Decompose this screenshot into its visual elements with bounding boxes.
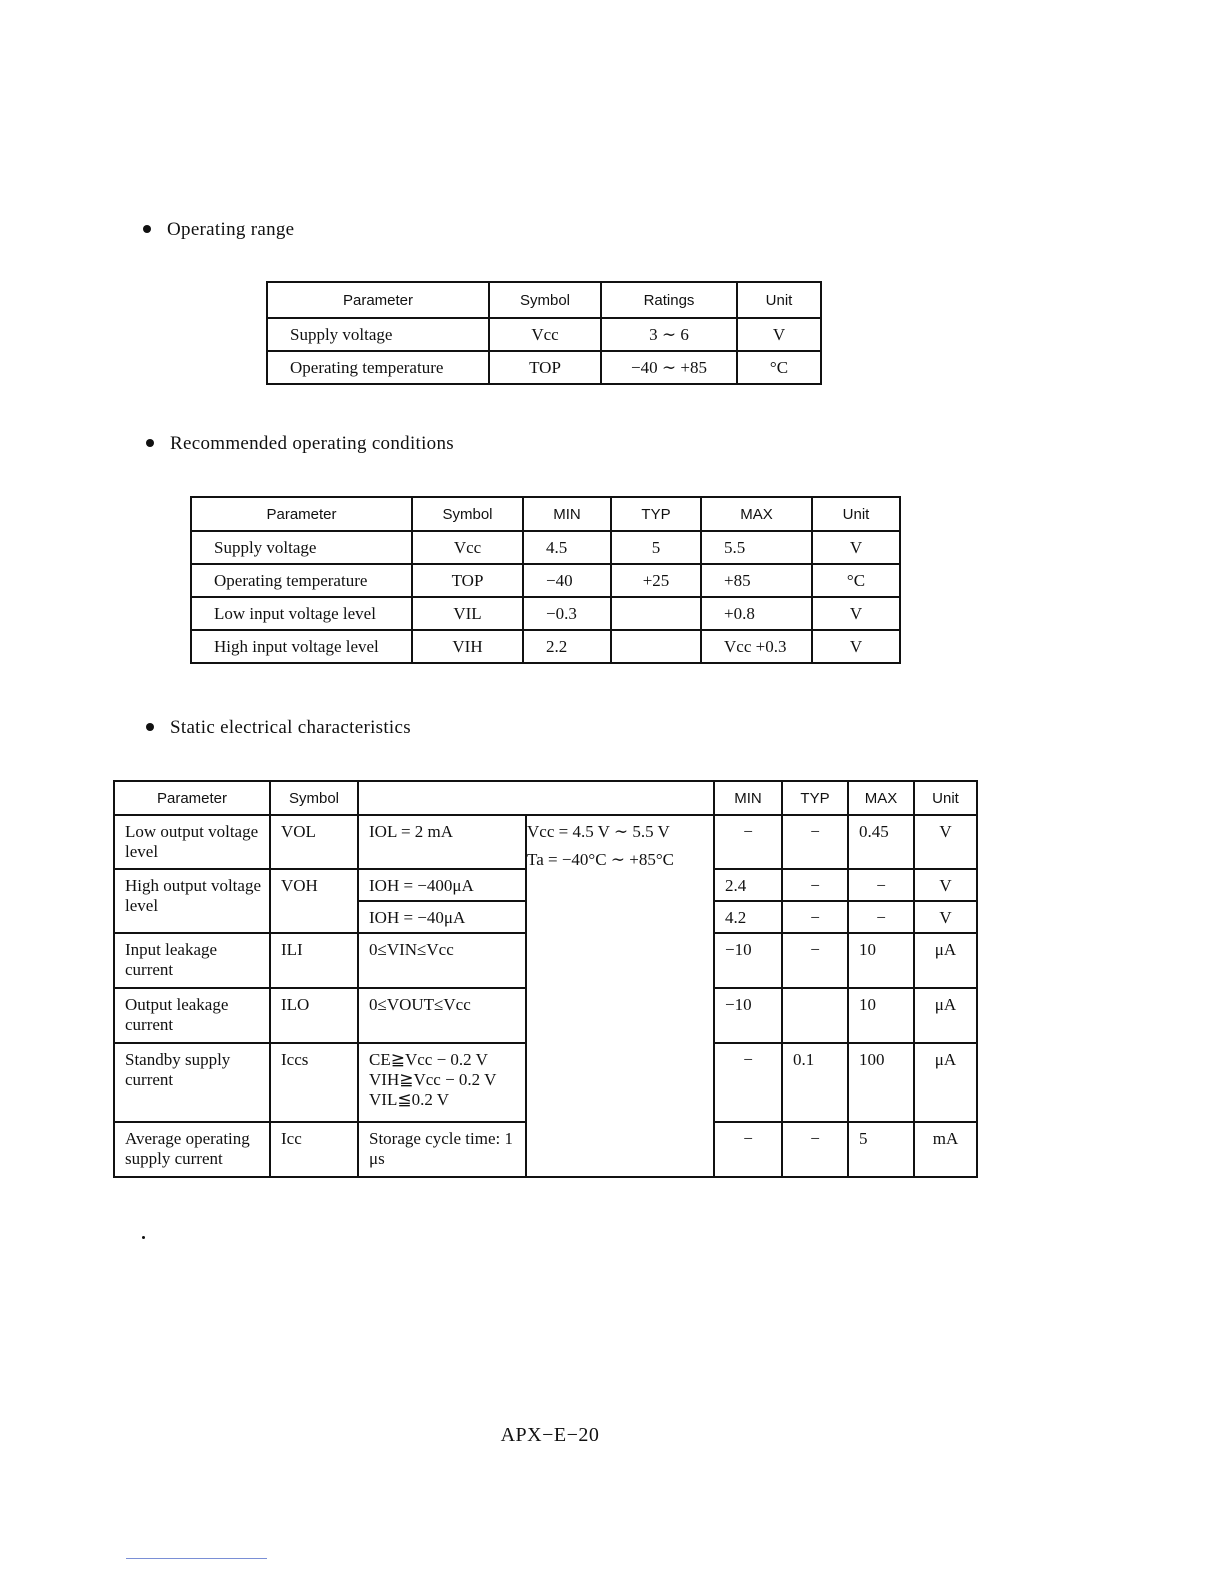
table-cell: Low output voltage level — [114, 815, 270, 869]
table-cell: 10 — [848, 988, 914, 1043]
table-cell: − — [782, 869, 848, 901]
table-cell: VOL — [270, 815, 358, 869]
condition-line: VIL≦0.2 V — [369, 1090, 450, 1109]
table-cell: 0≤VIN≤Vcc — [358, 933, 526, 988]
section-heading-recommended — [146, 433, 454, 455]
header-cell: Parameter — [267, 282, 489, 318]
table-cell: − — [714, 1043, 782, 1122]
table-cell: Storage cycle time: 1 μs — [358, 1122, 526, 1177]
table-cell: °C — [737, 351, 821, 384]
table-cell: − — [782, 815, 848, 869]
table-cell: V — [737, 318, 821, 351]
static-characteristics-table — [113, 780, 978, 1178]
table-cell: − — [714, 1122, 782, 1177]
header-cell: Unit — [812, 497, 900, 531]
table-cell: TOP — [412, 564, 523, 597]
table-cell: − — [782, 901, 848, 933]
header-cell: Ratings — [601, 282, 737, 318]
condition-line: VIH≧Vcc − 0.2 V — [369, 1070, 497, 1089]
table-cell: Supply voltage — [267, 318, 489, 351]
table-cell: μA — [914, 1043, 977, 1122]
table-row — [267, 318, 821, 351]
table-cell: ILI — [270, 933, 358, 988]
section-heading-static — [146, 717, 411, 739]
condition-line: CE≧Vcc − 0.2 V — [369, 1050, 488, 1069]
table-cell: 2.4 — [714, 869, 782, 901]
header-cell: TYP — [782, 781, 848, 815]
table-cell: IOH = −400μA — [358, 869, 526, 901]
table-cell: High output voltage level — [114, 869, 270, 933]
table-cell: 4.2 — [714, 901, 782, 933]
table-cell: μA — [914, 933, 977, 988]
table-cell: − — [782, 933, 848, 988]
table-cell: 0.45 — [848, 815, 914, 869]
table-cell — [782, 988, 848, 1043]
bullet-icon — [143, 225, 151, 233]
table-cell: Standby supply current — [114, 1043, 270, 1122]
table-cell: −40 ∼ +85 — [601, 351, 737, 384]
table-cell: μA — [914, 988, 977, 1043]
table-cell: 0.1 — [782, 1043, 848, 1122]
table-cell: − — [714, 815, 782, 869]
header-cell: Symbol — [489, 282, 601, 318]
table-row — [114, 815, 977, 869]
table-cell: Operating temperature — [191, 564, 412, 597]
table-cell: °C — [812, 564, 900, 597]
table-cell: V — [812, 597, 900, 630]
table-cell: 10 — [848, 933, 914, 988]
header-cell: Parameter — [114, 781, 270, 815]
table-cell: +25 — [611, 564, 701, 597]
table-row — [267, 351, 821, 384]
table-cell: IOL = 2 mA — [358, 815, 526, 869]
header-cell: Parameter — [191, 497, 412, 531]
table-cell: VIL — [412, 597, 523, 630]
table-cell: V — [812, 630, 900, 663]
section-label: Operating range — [167, 219, 295, 240]
header-cell: MIN — [714, 781, 782, 815]
table-cell: − — [782, 1122, 848, 1177]
section-heading-operating-range — [143, 219, 294, 241]
table-cell: +85 — [701, 564, 812, 597]
operating-range-table — [266, 281, 822, 385]
header-cell: TYP — [611, 497, 701, 531]
table-cell: IOH = −40μA — [358, 901, 526, 933]
table-cell: Vcc — [412, 531, 523, 564]
bullet-icon — [146, 723, 154, 731]
condition-ta: Ta = −40°C ∼ +85°C — [527, 850, 675, 869]
section-label: Static electrical characteristics — [170, 717, 411, 738]
table-cell: 5 — [848, 1122, 914, 1177]
table-cell: V — [812, 531, 900, 564]
table-cell: High input voltage level — [191, 630, 412, 663]
table-cell: −10 — [714, 988, 782, 1043]
condition-vcc: Vcc = 4.5 V ∼ 5.5 V — [527, 822, 670, 841]
header-cell: Symbol — [270, 781, 358, 815]
table-cell: Icc — [270, 1122, 358, 1177]
table-cell: Vcc — [489, 318, 601, 351]
table-cell: 3 ∼ 6 — [601, 318, 737, 351]
table-row — [191, 564, 900, 597]
section-label: Recommended operating conditions — [170, 433, 454, 454]
table-cell: 5 — [611, 531, 701, 564]
bullet-icon — [146, 439, 154, 447]
header-cell: Symbol — [412, 497, 523, 531]
table-cell: −0.3 — [523, 597, 611, 630]
table-cell: VOH — [270, 869, 358, 933]
table-cell: Average operating supply current — [114, 1122, 270, 1177]
table-cell — [611, 630, 701, 663]
table-cell: −40 — [523, 564, 611, 597]
table-row — [191, 597, 900, 630]
table-cell: − — [848, 901, 914, 933]
header-cell: MAX — [701, 497, 812, 531]
table-cell: V — [914, 815, 977, 869]
table-row — [191, 630, 900, 663]
table-cell: − — [848, 869, 914, 901]
table-cell: −10 — [714, 933, 782, 988]
table-cell — [358, 1043, 526, 1122]
header-cell: Unit — [914, 781, 977, 815]
table-cell: 2.2 — [523, 630, 611, 663]
header-cell: MIN — [523, 497, 611, 531]
table-cell: VIH — [412, 630, 523, 663]
header-cell — [358, 781, 714, 815]
table-cell: TOP — [489, 351, 601, 384]
table-cell: Vcc +0.3 — [701, 630, 812, 663]
table-cell: V — [914, 869, 977, 901]
table-cell: 100 — [848, 1043, 914, 1122]
table-cell: 4.5 — [523, 531, 611, 564]
table-cell: Iccs — [270, 1043, 358, 1122]
table-cell: 5.5 — [701, 531, 812, 564]
table-cell — [611, 597, 701, 630]
table-cell: Supply voltage — [191, 531, 412, 564]
page-number: APX−E−20 — [500, 1424, 600, 1446]
table-cell: V — [914, 901, 977, 933]
recommended-conditions-table — [190, 496, 901, 664]
header-cell: Unit — [737, 282, 821, 318]
divider — [126, 1558, 267, 1559]
table-cell: Low input voltage level — [191, 597, 412, 630]
table-cell: ILO — [270, 988, 358, 1043]
table-cell: mA — [914, 1122, 977, 1177]
common-condition-cell — [526, 815, 714, 1177]
table-row — [191, 531, 900, 564]
header-cell: MAX — [848, 781, 914, 815]
table-cell: 0≤VOUT≤Vcc — [358, 988, 526, 1043]
table-cell: +0.8 — [701, 597, 812, 630]
table-cell: Output leakage current — [114, 988, 270, 1043]
table-cell: Input leakage current — [114, 933, 270, 988]
stray-mark — [142, 1236, 145, 1239]
table-cell: Operating temperature — [267, 351, 489, 384]
